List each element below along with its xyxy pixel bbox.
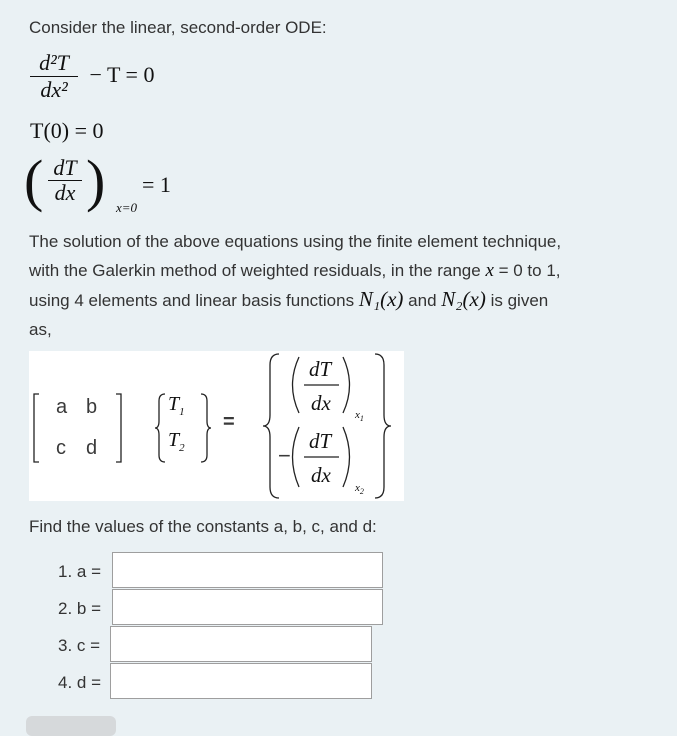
ode-equation (30, 50, 154, 103)
matrix-equation (29, 351, 404, 501)
rhs-top-numerator: dT (309, 357, 332, 381)
matrix-d: d (86, 437, 98, 459)
intro-text: Consider the linear, second-order ODE: (29, 18, 327, 37)
vector-t2: $T_2$ (168, 429, 185, 454)
answer-a-label: 1. a = (58, 562, 102, 581)
answer-d-label: 4. d = (58, 673, 102, 692)
answer-b-input[interactable] (112, 589, 383, 625)
initial-condition-2: ( dT dx ) x=0 = 1 (24, 148, 171, 215)
rhs-bottom-denominator: dx (311, 463, 331, 487)
matrix-equals: = (223, 411, 235, 433)
ic2-denominator: dx (54, 180, 76, 205)
submit-button[interactable] (26, 716, 116, 736)
question-text: Find the values of the constants a, b, c, and d: (29, 517, 377, 536)
initial-condition-1: T(0) = 0 (30, 118, 104, 143)
para-line-3: using 4 elements and linear basis functions N₁(x) and N₂(x) is given (29, 287, 549, 311)
problem-paragraph (29, 227, 669, 344)
ode-rest: − T = 0 (89, 61, 155, 87)
para-line-4: as, (29, 320, 52, 339)
answer-c-input[interactable] (110, 626, 372, 662)
ic2-subscript: x=0 (116, 200, 138, 215)
matrix-brackets (29, 351, 404, 501)
matrix-b: b (86, 396, 98, 418)
para-line-2: with the Galerkin method of weighted residuals, in the range x = 0 to 1, (29, 260, 561, 281)
ode-numerator: d²T (39, 50, 69, 75)
matrix-a: a (56, 396, 68, 418)
rhs-bottom-numerator: dT (309, 429, 332, 453)
answer-c-label: 3. c = (58, 636, 101, 655)
answer-b-label: 2. b = (58, 599, 102, 618)
matrix-c: c (56, 437, 66, 459)
rhs-bottom-subscript: $x_2$ (355, 482, 364, 497)
ic2-numerator: dT (53, 155, 77, 180)
para-line-1: The solution of the above equations using the finite element technique, (29, 232, 562, 251)
vector-t1: $T_1$ (168, 393, 185, 418)
ic2-rhs: = 1 (142, 172, 171, 197)
rhs-top-denominator: dx (311, 391, 331, 415)
rhs-minus: − (278, 443, 291, 468)
answer-d-input[interactable] (110, 663, 372, 699)
ode-denominator: dx² (40, 77, 68, 102)
rhs-top-subscript: $x_1$ (355, 409, 364, 424)
answer-a-input[interactable] (112, 552, 383, 588)
